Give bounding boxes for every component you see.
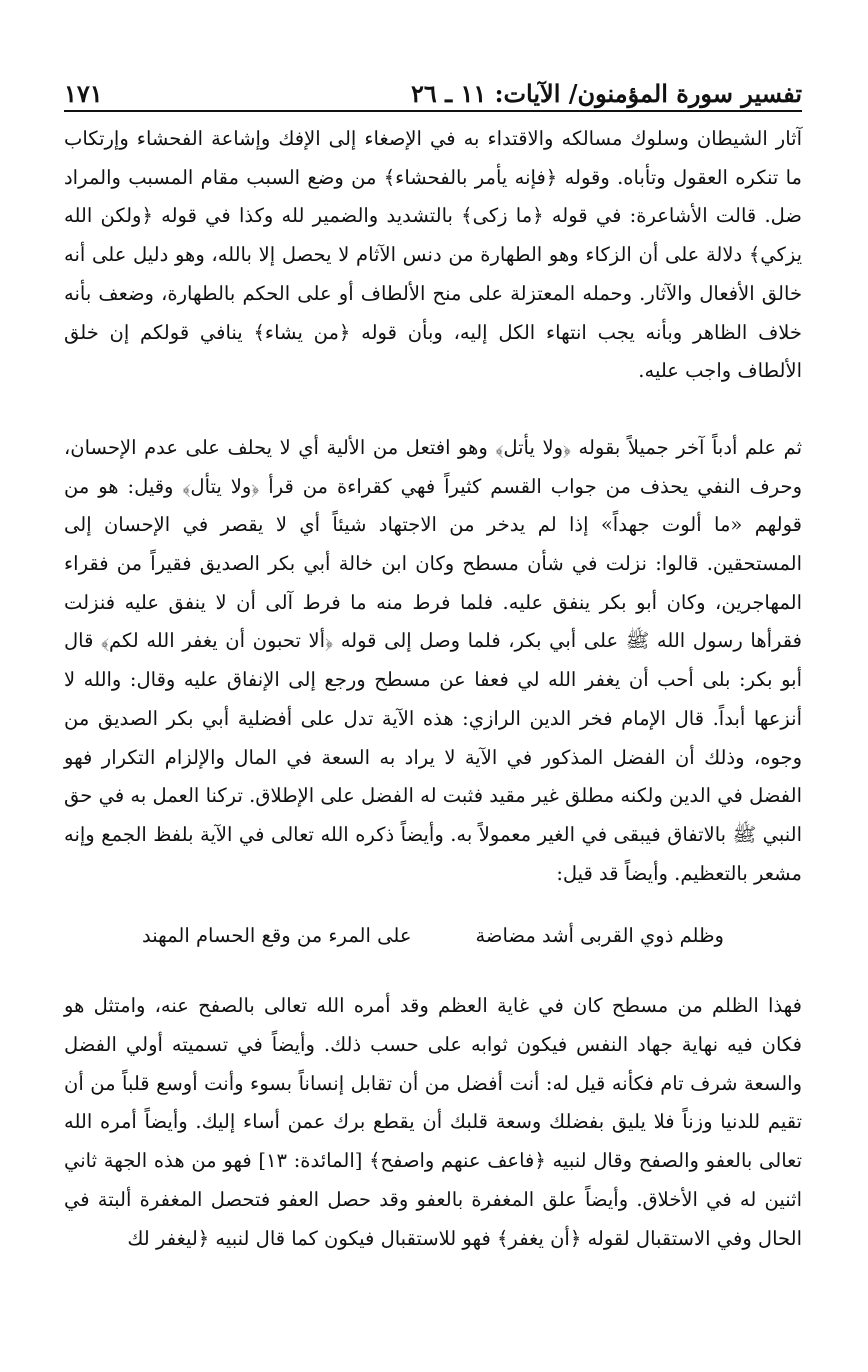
page-header: [64, 70, 802, 112]
paragraph-2: ثم علم أدباً آخر جميلاً بقوله ﴿ولا يأتل﴾ وهو افتعل من الألية أي لا يحلف على عدم الإحسان، وحرف النفي يحذف من جواب القسم كثيراً فهي كقراءة من قرأ ﴿ولا يتأل﴾ وقيل: هو من قولهم «ما ألوت جهداً» إذا لم يدخر من الاجتهاد شيئاً أي لا يقصر في الإحسان إلى المستحقين. قالوا: نزلت في شأن مسطح وكان ابن خالة أبي بكر الصديق فقيراً من فقراء المهاجرين، وكان أبو بكر ينفق عليه. فلما فرط منه ما فرط آلى أن لا ينفق عليه فنزلت فقرأها رسول الله ﷺ على أبي بكر، فلما وصل إلى قوله ﴿ألا تحبون أن يغفر الله لكم﴾ قال أبو بكر: بلى أحب أن يغفر الله لي فعفا عن مسطح ورجع إلى الإنفاق عليه وقال: والله لا أنزعها أبداً. قال الإمام فخر الدين الرازي: هذه الآية تدل على أفضلية أبي بكر الصديق من وجوه، وذلك أن الفضل المذكور في الآية لا يراد به السعة في المال والإلزام التكرار فهو الفضل في الدين ولكنه مطلق غير مقيد فثبت له الفضل على الإطلاق. تركنا العمل به في حق النبي ﷺ بالاتفاق فيبقى في الغير معمولاً به. وأيضاً ذكره الله تعالى في الآية بلفظ الجمع وإنه مشعر بالتعظيم. وأيضاً قد قيل:: [64, 435, 802, 885]
page-number: ١٧١: [64, 79, 103, 108]
verse-hemistich-second: على المرء من وقع الحسام المهند: [142, 924, 412, 948]
paragraph-3: فهذا الظلم من مسطح كان في غاية العظم وقد أمره الله تعالى بالصفح عنه، وامتثل هو فكان فيه نهاية جهاد النفس فيكون ثوابه على حسب ذلك. وأيضاً في تسميته أولي الفضل والسعة شرف تام فكأنه قيل له: أنت أفضل من أن تقابل إنساناً بسوء وأنت أوسع قلباً من أن تقيم للدنيا وزناً فلا يليق بفضلك وسعة قلبك أن يقطع برك عمن أساء إليك. وأيضاً أمره الله تعالى بالعفو والصفح وقال لنبيه ﴿فاعف عنهم واصفح﴾ [المائدة: ١٣] فهو من هذه الجهة ثاني اثنين له في الأخلاق. وأيضاً علق المغفرة بالعفو وقد حصل العفو فتحصل المغفرة ألبتة في الحال وفي الاستقبال لقوله ﴿أن يغفر﴾ فهو للاستقبال فيكون كما قال لنبيه ﴿ليغفر لك: [64, 994, 803, 1250]
paragraph-1: آثار الشيطان وسلوك مسالكه والاقتداء به في الإصغاء إلى الإفك وإشاعة الفحشاء وإرتكاب ما تنكره العقول وتأباه. وقوله ﴿فإنه يأمر بالفحشاء﴾ من وضع السبب مقام المسبب والمراد ضل. قالت الأشاعرة: في قوله ﴿ما زكى﴾ بالتشديد والضمير لله وكذا في قوله ﴿ولكن الله يزكي﴾ دلالة على أن الزكاء وهو الطهارة من دنس الآثام لا يحصل إلا بالله، وهو دليل على أنه خالق الأفعال والآثار. وحمله المعتزلة على منح الألطاف أو على الحكم بالطهارة، وضعف بأنه خلاف الظاهر وبأنه يجب انتهاء الكل إليه، وبأن قوله ﴿من يشاء﴾ ينافي قولكم إن خلق الألطاف واجب عليه.: [64, 127, 802, 383]
poetry-verse: [64, 917, 802, 955]
paragraph-gap: [64, 391, 802, 429]
verse-hemistich-first: وظلم ذوي القربى أشد مضاضة: [475, 924, 724, 948]
running-title: تفسير سورة المؤمنون/ الآيات: ١١ ـ ٢٦: [410, 79, 802, 108]
